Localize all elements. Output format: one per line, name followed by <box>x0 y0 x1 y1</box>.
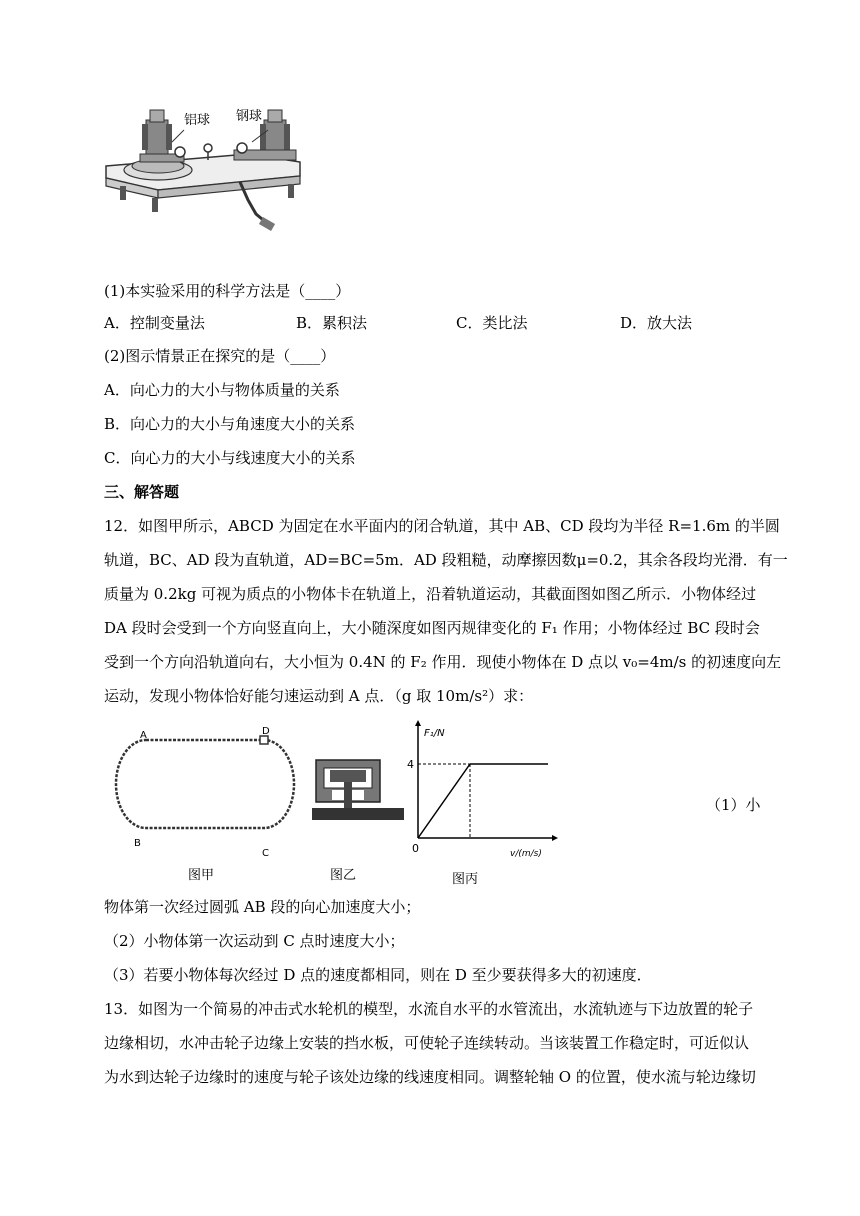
steel-ball-label: 钢球 <box>236 109 263 124</box>
figure-yi-caption: 图乙 <box>330 868 357 883</box>
q12-sub3: （3）若要小物体每次经过 D 点的速度都相同，则在 D 至少要获得多大的初速度． <box>104 966 652 984</box>
centripetal-force-apparatus-figure <box>100 102 310 238</box>
figure-bing-caption: 图丙 <box>452 872 479 887</box>
aluminum-ball-label: 铝球 <box>184 113 211 128</box>
q12-sub1-start: （1）小 <box>706 796 761 814</box>
q11-part2-stem: (2)图示情景正在探究的是（____） <box>104 347 336 365</box>
q12-line-3: 质量为 0.2kg 可视为质点的小物体卡在轨道上，沿着轨道运动，其截面图如图乙所示．小物体经过 <box>104 585 757 603</box>
figure-yi-cross-section <box>310 756 406 826</box>
point-d-label: D <box>262 726 270 737</box>
q12-line-1: 12．如图甲所示，ABCD 为固定在水平面内的闭合轨道，其中 AB、CD 段均为半径 R=1.6m 的半圆 <box>104 517 780 535</box>
q12-sub2: （2）小物体第一次运动到 C 点时速度大小； <box>104 932 405 950</box>
q11-part1-stem: (1)本实验采用的科学方法是（____） <box>104 282 351 300</box>
f1-rising-line <box>418 764 470 838</box>
q11-part1-option-d: D．放大法 <box>620 314 693 332</box>
q11-part1-option-c: C．类比法 <box>456 314 528 332</box>
graph-origin: 0 <box>412 842 419 855</box>
graph-y-label: F₁/N <box>424 728 445 739</box>
figure-bing-graph <box>402 718 562 872</box>
q12-line-6: 运动，发现小物体恰好能匀速运动到 A 点．（g 取 10m/s²）求： <box>104 687 534 705</box>
graph-y-tick-4: 4 <box>407 758 414 771</box>
q12-line-4: DA 段时会受到一个方向竖直向上，大小随深度如图丙规律变化的 F₁ 作用；小物体经过 BC 段时会 <box>104 619 760 637</box>
point-a-label: A <box>140 730 147 741</box>
q11-part2-option-b: B．向心力的大小与角速度大小的关系 <box>104 415 356 433</box>
q13-line-3: 为水到达轮子边缘时的速度与轮子该处边缘的线速度相同。调整轮轴 O 的位置，使水流与轮边缘切 <box>104 1068 756 1086</box>
q11-part1-option-a: A．控制变量法 <box>104 314 205 332</box>
q12-line-5: 受到一个方向沿轨道向右，大小恒为 0.4N 的 F₂ 作用．现使小物体在 D 点以 v₀=4m/s 的初速度向左 <box>104 653 782 671</box>
q12-line-2: 轨道，BC、AD 段为直轨道，AD=BC=5m．AD 段粗糙，动摩擦因数μ=0.2，其余各段均光滑．有一 <box>104 551 788 569</box>
figure-jia-caption: 图甲 <box>188 868 215 883</box>
q12-sub1-continued: 物体第一次经过圆弧 AB 段的向心加速度大小； <box>104 898 421 916</box>
q11-part2-option-c: C．向心力的大小与线速度大小的关系 <box>104 449 356 467</box>
figure-jia-track <box>100 726 306 862</box>
q11-part2-option-a: A．向心力的大小与物体质量的关系 <box>104 381 340 399</box>
q13-line-1: 13．如图为一个简易的冲击式水轮机的模型，水流自水平的水管流出，水流轨迹与下边放置的轮子 <box>104 1000 754 1018</box>
q11-part1-option-b: B．累积法 <box>296 314 368 332</box>
point-c-label: C <box>262 848 269 859</box>
point-b-label: B <box>134 838 141 849</box>
q13-line-2: 边缘相切，水冲击轮子边缘上安装的挡水板，可使轮子连续转动。当该装置工作稳定时，可近似认 <box>104 1034 750 1052</box>
section-title: 三、解答题 <box>104 483 180 501</box>
graph-x-label: v/(m/s) <box>510 849 542 859</box>
